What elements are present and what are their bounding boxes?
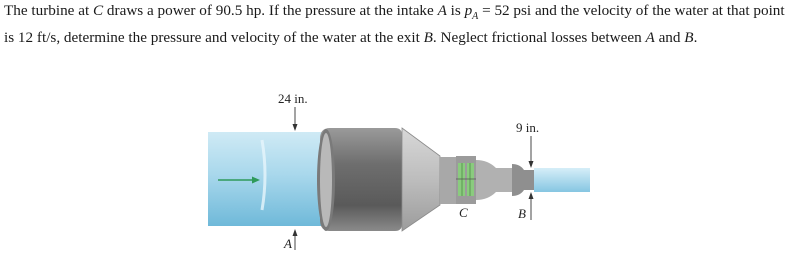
label-intake-a: A — [284, 236, 292, 251]
turbine-c — [456, 156, 476, 204]
intake-var: A — [437, 2, 447, 19]
pressure-var: $p_A$ — [464, 2, 479, 23]
label-exit-b: B — [518, 206, 526, 221]
turbine-var: C — [92, 2, 104, 19]
label-turbine: C — [459, 205, 468, 220]
exit-pipe — [512, 164, 536, 196]
problem-text: The turbine at C draws a power of 90.5 hp. If the pressure at the intake A is $p_A = 52$ psi and the velocity of the water at that point is 12 ft/s, determine the pressure and velocity of the water at the exit B. Neglect frictional losses between A and B. — [4, 2, 785, 47]
label-exit-diameter: 9 in. — [516, 120, 540, 135]
exit-water — [534, 168, 590, 192]
turbine-outlet — [476, 160, 514, 200]
label-intake-diameter: 24 in. — [278, 91, 308, 106]
pipe-end-face — [320, 133, 332, 227]
exit-var: B — [423, 29, 433, 47]
reducer-cone — [402, 128, 440, 231]
intake-water — [208, 132, 330, 226]
